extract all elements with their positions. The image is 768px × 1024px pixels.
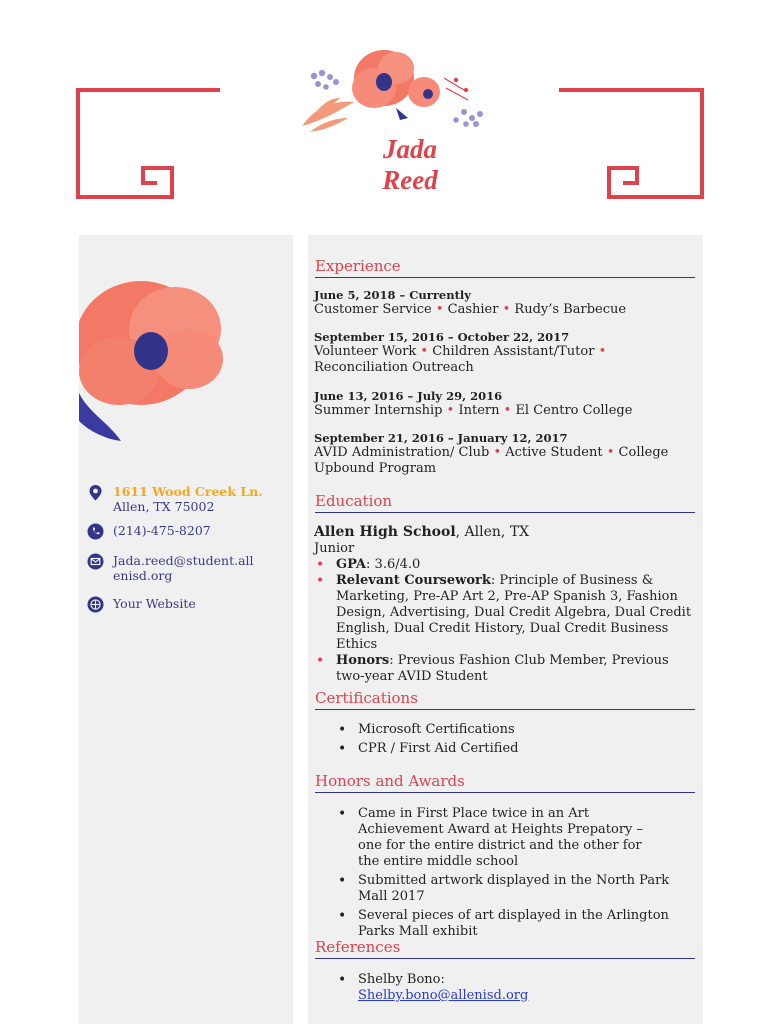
first-name: Jada (383, 134, 437, 164)
experience-item: June 13, 2016 – July 29, 2016 Summer Internship • Intern • El Centro College (314, 389, 699, 419)
sidebar (79, 235, 293, 1024)
header-flower-illustration (296, 40, 496, 140)
honors-item: • Honors: Previous Fashion Club Member, Previous two-year AVID Student (314, 653, 699, 685)
phone-icon (87, 523, 104, 540)
certifications-heading: Certifications (315, 689, 695, 710)
email-icon (87, 553, 104, 570)
references-heading: References (315, 938, 695, 959)
experience-position: Intern (458, 403, 500, 418)
references-list (314, 972, 699, 1004)
experience-org: Reconciliation Outreach (314, 360, 474, 375)
experience-role: AVID Administration/ Club (314, 445, 490, 460)
experience-org: College Upbound Program (314, 445, 669, 476)
reference-email-link[interactable]: Shelby.bono@allenisd.org (358, 988, 529, 1003)
experience-role: Volunteer Work (314, 344, 417, 359)
experience-role: Customer Service (314, 302, 432, 317)
experience-item: June 5, 2018 – Currently Customer Service • Cashier • Rudy’s Barbecue (314, 288, 699, 318)
experience-position: Cashier (447, 302, 499, 317)
experience-position: Children Assistant/Tutor (432, 344, 595, 359)
list-item (314, 972, 699, 1004)
last-name: Reed (382, 165, 438, 195)
contact-address (87, 484, 287, 514)
address-line2: Allen, TX 75002 (113, 499, 215, 514)
certifications-list (314, 722, 699, 757)
contact-phone (87, 523, 287, 540)
experience-org: Rudy’s Barbecue (514, 302, 627, 317)
experience-org: El Centro College (515, 403, 633, 418)
awards-heading: Honors and Awards (315, 772, 695, 793)
list-item: • Several pieces of art displayed in the Arlington Parks Mall exhibit (314, 908, 684, 940)
contact-email (87, 553, 287, 583)
experience-role: Summer Internship (314, 403, 443, 418)
list-item: • Microsoft Certifications (314, 722, 699, 738)
email-address[interactable]: Jada.reed@student.allenisd.org (113, 553, 254, 583)
experience-item: September 21, 2016 – January 12, 2017 AVID Administration/ Club • Active Student • College Upbound Program (314, 431, 699, 477)
reference-name: • Shelby Bono: (358, 972, 445, 987)
main-content (308, 235, 703, 1024)
education-heading: Education (315, 492, 695, 513)
coursework-item: • Relevant Coursework: Principle of Business & Marketing, Pre-AP Art 2, Pre-AP Spanish 3, Fashion Design, Advertising, Dual Credit Algebra, Dual Credit English, Dual Credit History, Dual Credit Business Ethics (314, 573, 699, 653)
location-pin-icon (87, 484, 104, 501)
experience-date: September 21, 2016 – January 12, 2017 (314, 431, 568, 445)
list-item: • Came in First Place twice in an Art Achievement Award at Heights Prepatory – one for the entire district and the other for the entire middle school (314, 806, 684, 870)
sidebar-flower-illustration (79, 263, 229, 443)
grade-level: Junior (314, 541, 355, 556)
awards-list (314, 806, 684, 940)
experience-date: June 5, 2018 – Currently (314, 288, 471, 302)
contact-website (87, 596, 287, 613)
experience-date: June 13, 2016 – July 29, 2016 (314, 389, 503, 403)
education-block (314, 524, 699, 685)
experience-item: September 15, 2016 – October 22, 2017 Volunteer Work • Children Assistant/Tutor • Reconciliation Outreach (314, 330, 699, 376)
list-item: • Submitted artwork displayed in the North Park Mall 2017 (314, 873, 684, 905)
experience-heading: Experience (315, 257, 695, 278)
list-item: • CPR / First Aid Certified (314, 741, 699, 757)
website-link[interactable]: Your Website (113, 596, 196, 611)
experience-date: September 15, 2016 – October 22, 2017 (314, 330, 570, 344)
phone-number[interactable]: (214)-475-8207 (113, 523, 211, 538)
experience-position: Active Student (505, 445, 603, 460)
school-location: , Allen, TX (455, 524, 530, 540)
gpa-item: • GPA: 3.6/4.0 (314, 557, 699, 573)
globe-icon (87, 596, 104, 613)
school-name: Allen High School (314, 524, 456, 540)
address-line1: 1611 Wood Creek Ln. (113, 484, 263, 499)
